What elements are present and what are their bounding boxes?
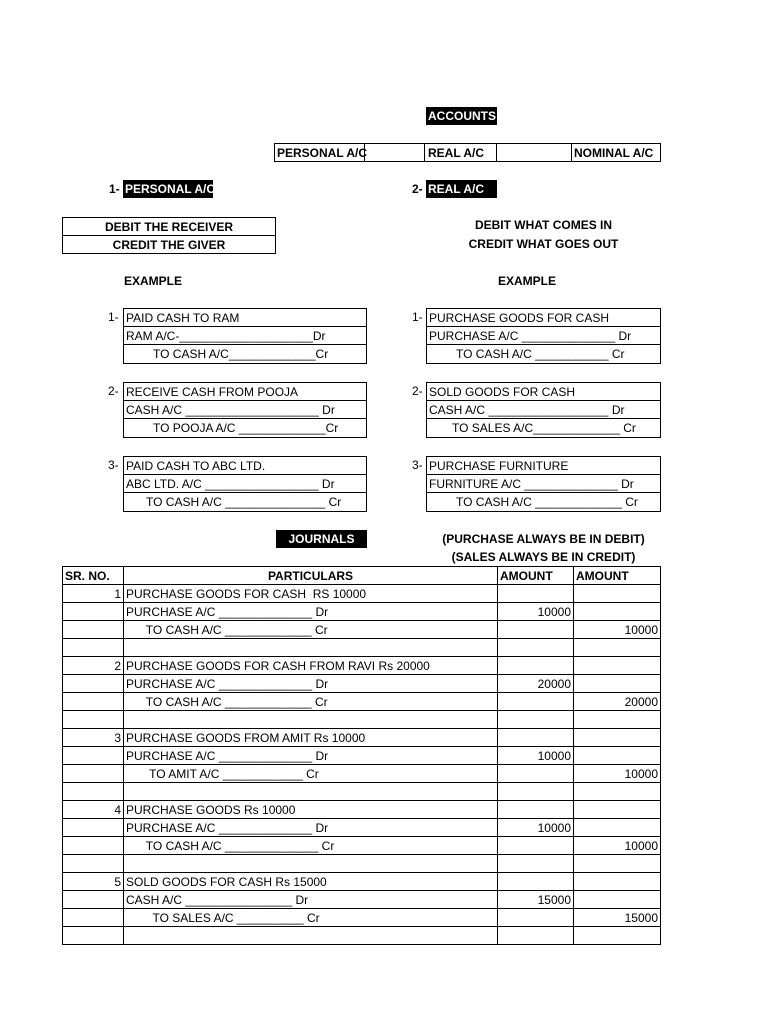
table-row (63, 765, 661, 783)
credit-amount-cell (574, 603, 661, 621)
example-credit: TO POOJA A/C _____________Cr (153, 421, 339, 435)
particulars-cell (124, 783, 498, 801)
category-spacer (365, 144, 425, 161)
journal-header-row (63, 567, 661, 585)
particulars-cell: PURCHASE GOODS FROM AMIT Rs 10000 (124, 729, 498, 747)
table-row (63, 891, 661, 909)
real-example-box (426, 308, 661, 364)
table-row (63, 585, 661, 603)
particulars-cell: SOLD GOODS FOR CASH Rs 15000 (124, 873, 498, 891)
table-row (63, 693, 661, 711)
credit-amount-cell: 10000 (574, 765, 661, 783)
real-example-box (426, 456, 661, 512)
sr-no-cell (63, 675, 124, 693)
debit-amount-cell: 20000 (498, 675, 574, 693)
table-row (63, 729, 661, 747)
sr-no-cell (63, 837, 124, 855)
sr-no-cell (63, 927, 124, 945)
credit-amount-cell (574, 675, 661, 693)
personal-rule-debit: DEBIT THE RECEIVER (63, 218, 275, 236)
example-debit: CASH A/C ____________________ Dr (124, 401, 366, 419)
example-debit: RAM A/C-____________________Dr (124, 327, 366, 345)
table-row (63, 711, 661, 729)
credit-amount-cell (574, 927, 661, 945)
debit-amount-cell: 15000 (498, 891, 574, 909)
personal-num: 1- (109, 182, 120, 196)
particulars-cell: TO CASH A/C _____________ Cr (124, 693, 498, 711)
debit-amount-cell (498, 927, 574, 945)
example-credit: TO CASH A/C _______________ Cr (146, 495, 342, 509)
credit-amount-cell (574, 657, 661, 675)
sr-no-cell (63, 711, 124, 729)
debit-amount-cell (498, 711, 574, 729)
particulars-cell: CASH A/C ________________ Dr (124, 891, 498, 909)
credit-amount-cell: 20000 (574, 693, 661, 711)
debit-amount-cell (498, 801, 574, 819)
journals-title: JOURNALS (276, 530, 367, 548)
personal-example-num: 1- (108, 310, 119, 324)
sr-no-cell: 3 (63, 729, 124, 747)
debit-amount-cell (498, 639, 574, 657)
header-amount-debit: AMOUNT (498, 567, 574, 585)
category-spacer (497, 144, 572, 161)
table-row (63, 783, 661, 801)
sr-no-cell (63, 693, 124, 711)
example-credit: TO CASH A/C _____________ Cr (456, 495, 638, 509)
particulars-cell: PURCHASE A/C ______________ Dr (124, 819, 498, 837)
debit-amount-cell (498, 585, 574, 603)
sr-no-cell: 4 (63, 801, 124, 819)
real-example-num: 2- (412, 384, 423, 398)
journal-table (62, 566, 661, 945)
debit-amount-cell (498, 621, 574, 639)
table-row (63, 855, 661, 873)
example-debit: FURNITURE A/C ______________ Dr (427, 475, 660, 493)
real-example-num: 1- (412, 310, 423, 324)
table-row (63, 621, 661, 639)
personal-rules-box (62, 217, 276, 254)
debit-amount-cell (498, 657, 574, 675)
particulars-cell: PURCHASE GOODS Rs 10000 (124, 801, 498, 819)
particulars-cell (124, 927, 498, 945)
example-title: RECEIVE CASH FROM POOJA (124, 383, 366, 401)
debit-amount-cell (498, 729, 574, 747)
debit-amount-cell (498, 693, 574, 711)
table-row (63, 801, 661, 819)
personal-example-num: 2- (108, 384, 119, 398)
sr-no-cell (63, 819, 124, 837)
example-title: PURCHASE FURNITURE (427, 457, 660, 475)
category-nominal: NOMINAL A/C (574, 146, 654, 160)
particulars-cell: PURCHASE GOODS FOR CASH RS 10000 (124, 585, 498, 603)
particulars-cell: PURCHASE A/C ______________ Dr (124, 603, 498, 621)
particulars-cell: TO SALES A/C __________ Cr (124, 909, 498, 927)
example-title: PAID CASH TO ABC LTD. (124, 457, 366, 475)
sr-no-cell (63, 603, 124, 621)
real-num: 2- (412, 182, 423, 196)
table-row (63, 873, 661, 891)
personal-example-box (123, 456, 367, 512)
particulars-cell: PURCHASE GOODS FOR CASH FROM RAVI Rs 20000 (124, 657, 498, 675)
sr-no-cell (63, 765, 124, 783)
table-row (63, 675, 661, 693)
real-example-box (426, 382, 661, 438)
particulars-cell (124, 639, 498, 657)
example-credit: TO SALES A/C_____________ Cr (452, 421, 636, 435)
debit-amount-cell (498, 765, 574, 783)
table-row (63, 657, 661, 675)
accounts-title: ACCOUNTS (428, 109, 496, 123)
example-debit: ABC LTD. A/C _________________ Dr (124, 475, 366, 493)
note-purchase: (PURCHASE ALWAYS BE IN DEBIT) (442, 532, 645, 546)
particulars-cell: TO CASH A/C ______________ Cr (124, 837, 498, 855)
debit-amount-cell (498, 873, 574, 891)
personal-example-box (123, 382, 367, 438)
credit-amount-cell: 10000 (574, 837, 661, 855)
example-credit: TO CASH A/C_____________Cr (153, 347, 329, 361)
credit-amount-cell (574, 855, 661, 873)
table-row (63, 747, 661, 765)
categories-row (274, 143, 661, 162)
sr-no-cell (63, 891, 124, 909)
sr-no-cell (63, 783, 124, 801)
real-example-num: 3- (412, 458, 423, 472)
personal-rule-credit: CREDIT THE GIVER (112, 238, 226, 252)
debit-amount-cell (498, 855, 574, 873)
credit-amount-cell (574, 747, 661, 765)
sr-no-cell: 5 (63, 873, 124, 891)
category-personal: PERSONAL A/C (277, 146, 368, 160)
example-title: PAID CASH TO RAM (124, 309, 366, 327)
table-row (63, 837, 661, 855)
credit-amount-cell: 10000 (574, 621, 661, 639)
header-sr-no: SR. NO. (63, 567, 124, 585)
sr-no-cell (63, 909, 124, 927)
table-row (63, 909, 661, 927)
particulars-cell: TO CASH A/C _____________ Cr (124, 621, 498, 639)
personal-example-num: 3- (108, 458, 119, 472)
real-rule-debit: DEBIT WHAT COMES IN (474, 218, 613, 232)
example-debit: PURCHASE A/C ______________ Dr (427, 327, 660, 345)
example-credit: TO CASH A/C ___________ Cr (456, 347, 625, 361)
credit-amount-cell (574, 873, 661, 891)
table-row (63, 927, 661, 945)
credit-amount-cell (574, 783, 661, 801)
credit-amount-cell (574, 801, 661, 819)
particulars-cell (124, 855, 498, 873)
header-amount-credit: AMOUNT (574, 567, 661, 585)
particulars-cell (124, 711, 498, 729)
personal-heading: PERSONAL A/C (125, 182, 216, 196)
credit-amount-cell (574, 639, 661, 657)
debit-amount-cell (498, 783, 574, 801)
credit-amount-cell: 15000 (574, 909, 661, 927)
sr-no-cell (63, 639, 124, 657)
debit-amount-cell: 10000 (498, 747, 574, 765)
particulars-cell: PURCHASE A/C ______________ Dr (124, 747, 498, 765)
journal-body (63, 585, 661, 945)
sr-no-cell: 1 (63, 585, 124, 603)
particulars-cell: PURCHASE A/C ______________ Dr (124, 675, 498, 693)
sr-no-cell: 2 (63, 657, 124, 675)
table-row (63, 639, 661, 657)
real-example-label: EXAMPLE (498, 274, 557, 288)
debit-amount-cell: 10000 (498, 603, 574, 621)
note-sales: (SALES ALWAYS BE IN CREDIT) (451, 550, 636, 564)
category-real: REAL A/C (425, 144, 497, 161)
example-title: PURCHASE GOODS FOR CASH (427, 309, 660, 327)
header-particulars: PARTICULARS (124, 567, 498, 585)
table-row (63, 603, 661, 621)
credit-amount-cell (574, 891, 661, 909)
real-heading: REAL A/C (426, 180, 497, 198)
example-title: SOLD GOODS FOR CASH (427, 383, 660, 401)
sr-no-cell (63, 621, 124, 639)
sr-no-cell (63, 747, 124, 765)
personal-example-label: EXAMPLE (124, 274, 183, 288)
debit-amount-cell: 10000 (498, 819, 574, 837)
sr-no-cell (63, 855, 124, 873)
debit-amount-cell (498, 909, 574, 927)
credit-amount-cell (574, 729, 661, 747)
real-rule-credit: CREDIT WHAT GOES OUT (468, 237, 619, 251)
particulars-cell: TO AMIT A/C ____________ Cr (124, 765, 498, 783)
credit-amount-cell (574, 585, 661, 603)
personal-example-box (123, 308, 367, 364)
debit-amount-cell (498, 837, 574, 855)
table-row (63, 819, 661, 837)
credit-amount-cell (574, 711, 661, 729)
example-debit: CASH A/C __________________ Dr (427, 401, 660, 419)
credit-amount-cell (574, 819, 661, 837)
